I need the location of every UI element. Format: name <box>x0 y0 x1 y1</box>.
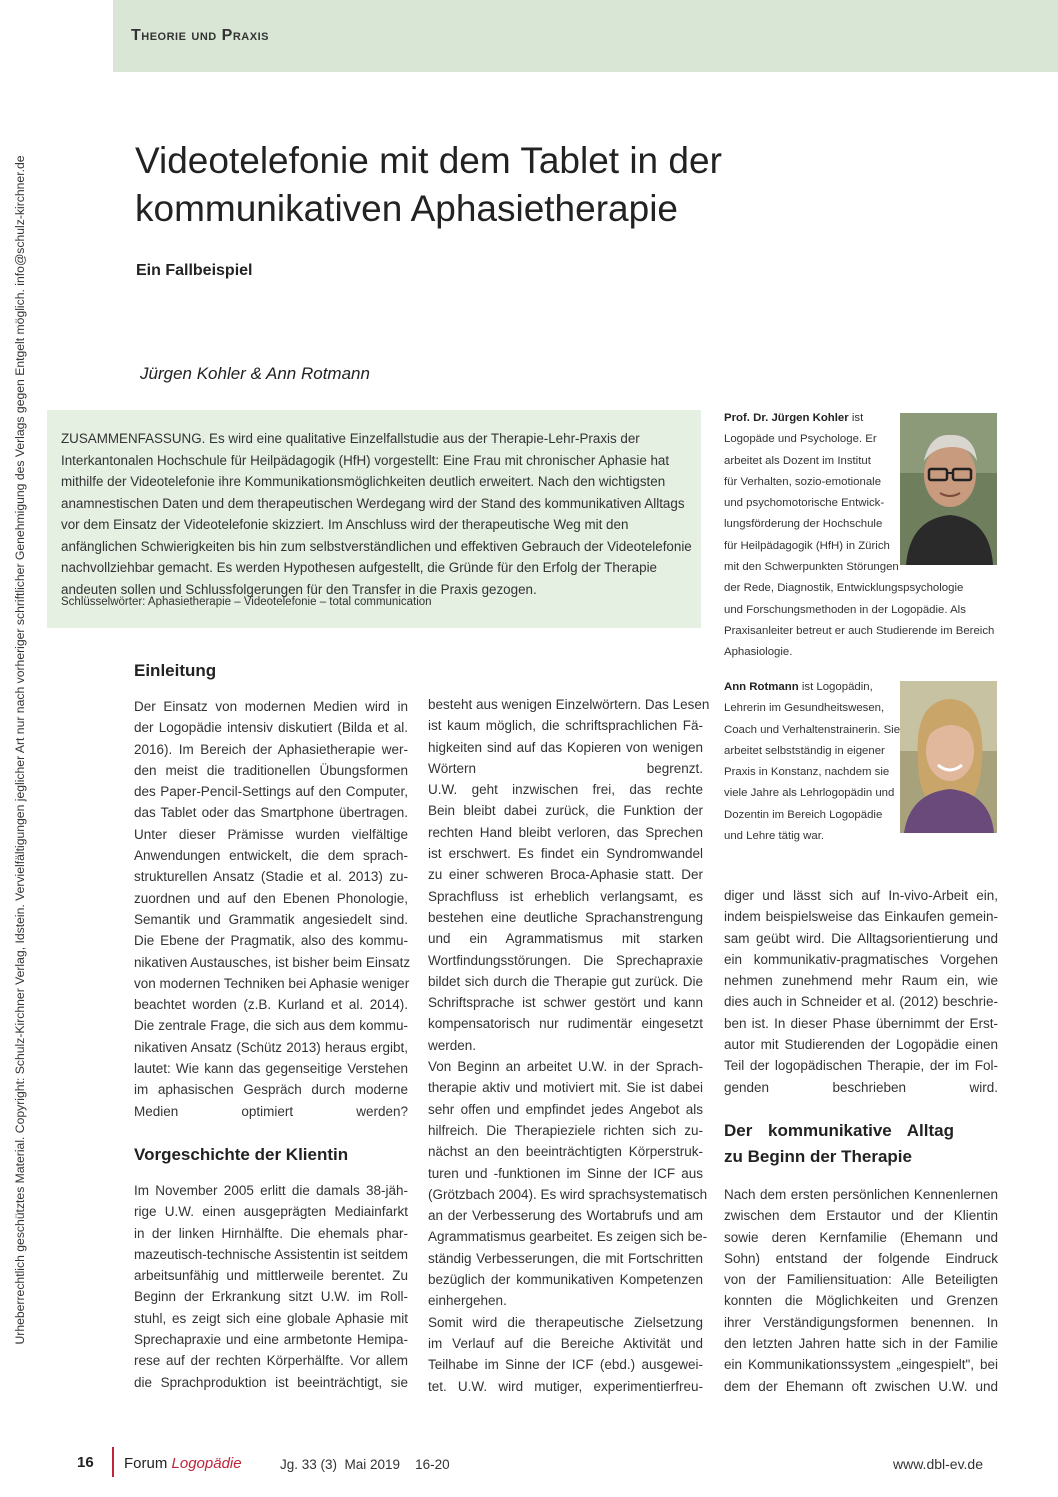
bio-line: mit den Schwerpunkten Störungen <box>724 561 899 574</box>
text-line: ein Kommunikationssystem „eingespielt", bei <box>724 1357 998 1373</box>
abstract-box <box>47 410 701 628</box>
bio-line: Praxis in Konstanz, nachdem sie <box>724 766 890 779</box>
text-line: stuhl, es zeigt sich eine globale Aphasie mit <box>134 1310 408 1326</box>
section-label: Theorie und Praxis <box>131 27 269 44</box>
text-line: Wörtern begrenzt. <box>428 760 703 776</box>
text-line: Die Ebene der Pragmatik, also des kommu- <box>134 933 408 949</box>
text-line: bildet sich durch die Therapie gut zurück. Die <box>428 973 703 989</box>
text-line: genden beschrieben wird. <box>724 1079 998 1095</box>
text-line: Beginn der Erkrankung sitzt U.W. im Roll- <box>134 1289 408 1305</box>
article-subtitle: Ein Fallbeispiel <box>136 262 253 279</box>
text-line: Sohn) entstand der folgende Eindruck <box>724 1250 998 1266</box>
bio-line: Coach und Verhaltenstrainerin. Sie <box>724 723 901 736</box>
text-line: nehmen zunehmend mehr Raum ein, wie <box>724 973 998 989</box>
text-line: im aphasischen Gespräch durch moderne <box>134 1082 408 1098</box>
text-line: besteht aus wenigen Einzelwörtern. Das Lesen <box>428 697 710 712</box>
text-line: autor mit Studierenden der Logopädie einen <box>724 1037 998 1053</box>
text-line: arbeitsunfähig und mittlerweile berentet. Zu <box>134 1268 408 1284</box>
portrait-man-image <box>900 413 997 565</box>
text-line: U.W. geht inzwischen frei, das rechte <box>428 782 703 798</box>
text-line: Semantik und Grammatik angesiedelt sind. <box>134 911 408 927</box>
text-line: das Tablet oder das Smartphone übertragen. <box>134 805 408 821</box>
einleitung-text <box>134 696 411 1122</box>
alltag-text <box>724 1184 998 1397</box>
text-line: bestehen eine deutliche Sprachanstrengung <box>428 909 703 925</box>
text-line: Die zentrale Frage, die sich aus dem kommu- <box>134 1018 408 1034</box>
text-line: die Sprachproduktion ist beeinträchtigt, sie <box>134 1374 408 1390</box>
column-2 <box>428 694 710 1397</box>
text-line: zu einer schweren Broca-Aphasie statt. Der <box>428 867 703 883</box>
bio-line: für Heilpädagogik (HfH) in Zürich <box>724 539 890 552</box>
text-line: dem der Ehemann oft zwischen U.W. und <box>724 1378 998 1394</box>
text-line: rige U.W. einen ausgeprägten Mediainfarkt <box>134 1204 408 1220</box>
text-line: von der Familiensituation: Alle Beteiligten <box>724 1272 998 1288</box>
text-line: ihrer Verständigungsformen benennen. In <box>724 1314 998 1330</box>
bio-line: und Lehre tätig war. <box>724 830 825 843</box>
text-line: des Paper-Pencil-Settings auf den Computer, <box>134 784 408 800</box>
text-line: konnten die Möglichkeiten und Grenzen <box>724 1293 998 1309</box>
text-line: werden. <box>428 1037 477 1053</box>
text-line: beachtet worden (z.B. Kurland et al. 2014). <box>134 997 408 1013</box>
text-line: strukturellen Ansatz (Stadie et al. 2013) zu- <box>134 869 408 885</box>
text-line: Medien optimiert werden? <box>134 1103 408 1119</box>
text-line: Sprachfluss ist erheblich verlangsamt, es <box>428 888 703 904</box>
text-line: dies auch in Schneider et al. (2012) beschrie- <box>724 994 998 1010</box>
footer-divider <box>112 1447 114 1477</box>
text-line: lautet: Wie kann das gegenseitige Verstehen <box>134 1061 408 1077</box>
text-line: diger und lässt sich auf In-vivo-Arbeit ein, <box>724 888 998 903</box>
bio-line: viele Jahre als Lehrlogopädin und <box>724 787 895 800</box>
journal-title: Logopädie <box>171 1455 242 1472</box>
abstract-text: ZUSAMMENFASSUNG. Es wird eine qualitative Einzelfallstudie aus der Therapie-Lehr-Praxis der Interkantonalen Hochschule für Heilpädagogik (HfH) vorgestellt: Eine Frau mit chronischer Aphasie hat mithilfe der Videotelefonie ihre Kommunikationsmöglichkeiten deutlich erweitert. Nach den wichtigsten anamnestischen Daten und dem therapeutischen Werdegang wird der Stand des kommunikativen Alltags vor dem Einsatz der Videotelefonie skizziert. Im Anschluss wird der therapeutische Weg mit den anfänglichen Schwierigkeiten bis hin zum selbstverständlichen und effektiven Gebrauch der Videotelefonie nachvollziehbar gemacht. Es werden Hypothesen aufgestellt, die Gründe für den Erfolg der Therapie andeuten sollen und Schlussfolgerungen für den Transfer in die Praxis gezogen. <box>61 431 692 597</box>
text-line: therapie aktiv und motiviert mit. Sie ist dabei <box>428 1080 703 1096</box>
bio-line: Lehrerin im Gesundheitswesen, <box>724 702 885 715</box>
text-line: (Grötzbach 2004). Es wird sprachsystematisch <box>428 1186 708 1202</box>
text-line: rese auf der rechten Körperhälfte. Vor allem <box>134 1353 408 1369</box>
column-2-text <box>428 694 710 1397</box>
text-line: Schriftsprache ist schwer gestört und kann <box>428 995 703 1011</box>
bio-name: Prof. Dr. Jürgen Kohler <box>724 412 849 424</box>
bio-line: Praxisanleiter betreut er auch Studierende im Bereich <box>724 624 995 637</box>
heading-vorgeschichte: Vorgeschichte der Klientin <box>134 1144 349 1164</box>
text-line: den letzten Jahren hatte sich in der Familie <box>724 1336 998 1352</box>
bio-line: arbeitet selbstständig in eigener <box>724 744 885 757</box>
text-line: Von Beginn an arbeitet U.W. in der Sprach- <box>428 1059 703 1075</box>
text-line: higkeiten sind auf das Kopieren von wenigen <box>428 739 703 755</box>
text-line: Bein bleibt dabei zurück, die Funktion der <box>428 803 703 819</box>
text-line: hilfreich. Die Therapieziele richten sich zu- <box>428 1122 703 1138</box>
text-line: Teil der logopädischen Therapie, der im Fol- <box>724 1058 998 1074</box>
vorgeschichte-text <box>134 1180 408 1393</box>
text-line: zuordnen und auf den Ebenen Phonologie, <box>134 890 408 906</box>
text-line: der Logopädie intensiv diskutiert (Bilda et al. <box>134 720 408 736</box>
text-line: mazeutisch-technische Assistentin ist seitdem <box>134 1246 408 1262</box>
text-line: Unter dieser Prämisse wurden vielfältige <box>134 826 408 842</box>
copyright-note-text: Urheberrechtlich geschütztes Material. Copyright: Schulz-Kirchner Verlag, Idstein. Vervielfältigungen jeglicher Art nur nach vorheriger schriftlicher Genehmigung des Verlags gegen Entgelt möglich. info@schulz-kirchner.de <box>13 155 27 1345</box>
text-line: Nach dem ersten persönlichen Kennenlernen <box>724 1186 998 1202</box>
keywords: Schlüsselwörter: Aphasietherapie – Videotelefonie – total communication <box>61 596 432 608</box>
bio-text: ist Logopädin, <box>798 681 873 693</box>
text-line: nikativen Austausches, ist bisher beim Einsatz <box>134 954 411 970</box>
text-line: Der Einsatz von modernen Medien wird in <box>134 699 408 714</box>
text-line: Agrammatismus gearbeitet. Es zeigen sich be- <box>428 1229 708 1245</box>
heading-alltag: Der kommunikative Alltag zu Beginn der Therapie <box>724 1120 954 1166</box>
text-line: sam geübt wird. Die Alltagsorientierung und <box>724 930 998 946</box>
bio-line: der Rede, Diagnostik, Entwicklungspsychologie <box>724 582 964 595</box>
text-line: von modernen Techniken bei Aphasie weniger <box>134 975 410 991</box>
text-line: im Verlauf auf die Bereiche Aktivität und <box>428 1335 703 1351</box>
heading-einleitung: Einleitung <box>134 661 217 680</box>
photo-rotmann <box>900 681 997 833</box>
text-line: sehr offen und empfindet jedes Angebot als <box>428 1101 703 1117</box>
text-line: ben ist. In dieser Phase übernimmt der Erst- <box>724 1015 998 1031</box>
text-line: Somit wird die therapeutische Zielsetzung <box>428 1314 703 1330</box>
text-line: Teilhabe im Sinne der ICF (ebd.) ausgewei- <box>428 1357 703 1373</box>
bio-line: Aphasiologie. <box>724 646 793 659</box>
page-number: 16 <box>77 1454 94 1471</box>
text-line: ist erschwert. Es findet ein Syndromwandel <box>428 846 703 862</box>
text-line: rechten Hand bleibt verloren, das Sprechen <box>428 824 703 840</box>
text-line: Im November 2005 erlitt die damals 38-jäh- <box>134 1182 408 1198</box>
text-line: in der linken Hirnhälfte. Die ehemals phar- <box>134 1225 408 1241</box>
photo-kohler <box>900 413 997 565</box>
bio-line: lungsförderung der Hochschule <box>724 518 883 531</box>
text-line: zwischen dem Erstautor und der Klientin <box>724 1208 998 1224</box>
text-line: Sprechapraxie und eine armbetonte Hemipa- <box>134 1332 408 1348</box>
column-3 <box>724 885 998 1397</box>
text-line: bezüglich der kommunikativen Kompetenzen <box>428 1272 703 1288</box>
website-link[interactable]: www.dbl-ev.de <box>893 1456 984 1472</box>
bio-line: Dozentin im Bereich Logopädie <box>724 808 883 821</box>
bio-line: für Verhalten, sozio-emotionale <box>724 475 882 488</box>
column-3-intro-text <box>724 885 998 1098</box>
bio-line: und Forschungsmethoden in der Logopädie. Als <box>724 603 966 616</box>
article-authors: Jürgen Kohler & Ann Rotmann <box>140 364 370 383</box>
issue-info: Jg. 33 (3) Mai 2019 16-20 <box>280 1457 450 1472</box>
text-line: tet. U.W. wird mutiger, experimentierfreu- <box>428 1378 703 1394</box>
bio-text: ist <box>848 412 864 424</box>
text-line: den meist die traditionellen Übungsformen <box>134 762 408 778</box>
text-line: sowie deren Kernfamilie (Ehemann und <box>724 1229 998 1245</box>
text-line: ist kaum möglich, die schriftsprachlichen Fä- <box>428 718 703 734</box>
text-line: nikativen Ansatz (Schütz 2013) heraus ergibt, <box>134 1039 408 1055</box>
copyright-note <box>8 60 32 1440</box>
portrait-woman-image <box>900 681 997 833</box>
text-line: ein kommunikativ-pragmatisches Vorgehen <box>724 951 998 967</box>
text-line: einhergehen. <box>428 1293 507 1309</box>
text-line: 2016). Im Bereich der Aphasietherapie wer- <box>134 741 408 757</box>
text-line: nächst an den beeinträchtigten Körperstruk- <box>428 1144 703 1160</box>
text-line: kompensatorisch nur rudimentär eingesetzt <box>428 1016 703 1032</box>
text-line: ständig Verbesserungen, die mit Fortschritten <box>428 1250 703 1266</box>
article-title: Videotelefonie mit dem Tablet in der kommunikativen Aphasietherapie <box>135 140 722 229</box>
text-line: Wortfindungsstörungen. Die Sprechapraxie <box>428 952 703 968</box>
bio-line: Logopäde und Psychologe. Er <box>724 433 877 446</box>
text-line: und ein Agrammatismus mit starken <box>428 931 703 947</box>
journal-prefix: Forum <box>124 1455 168 1472</box>
column-1 <box>134 658 411 1393</box>
text-line: turen und -funktionen im Sinne der ICF aus <box>428 1165 703 1181</box>
bio-line: arbeitet als Dozent im Institut <box>724 454 871 467</box>
text-line: an der Verbesserung des Wortabrufs und am <box>428 1208 703 1224</box>
text-line: indem beispielsweise das Einkaufen gemein- <box>724 909 998 925</box>
bio-line: und psychomotorische Entwick- <box>724 497 885 510</box>
text-line: Anwendungen entwickelt, die dem sprach- <box>134 848 408 864</box>
bio-name: Ann Rotmann <box>724 681 799 693</box>
journal-name <box>124 1455 242 1472</box>
